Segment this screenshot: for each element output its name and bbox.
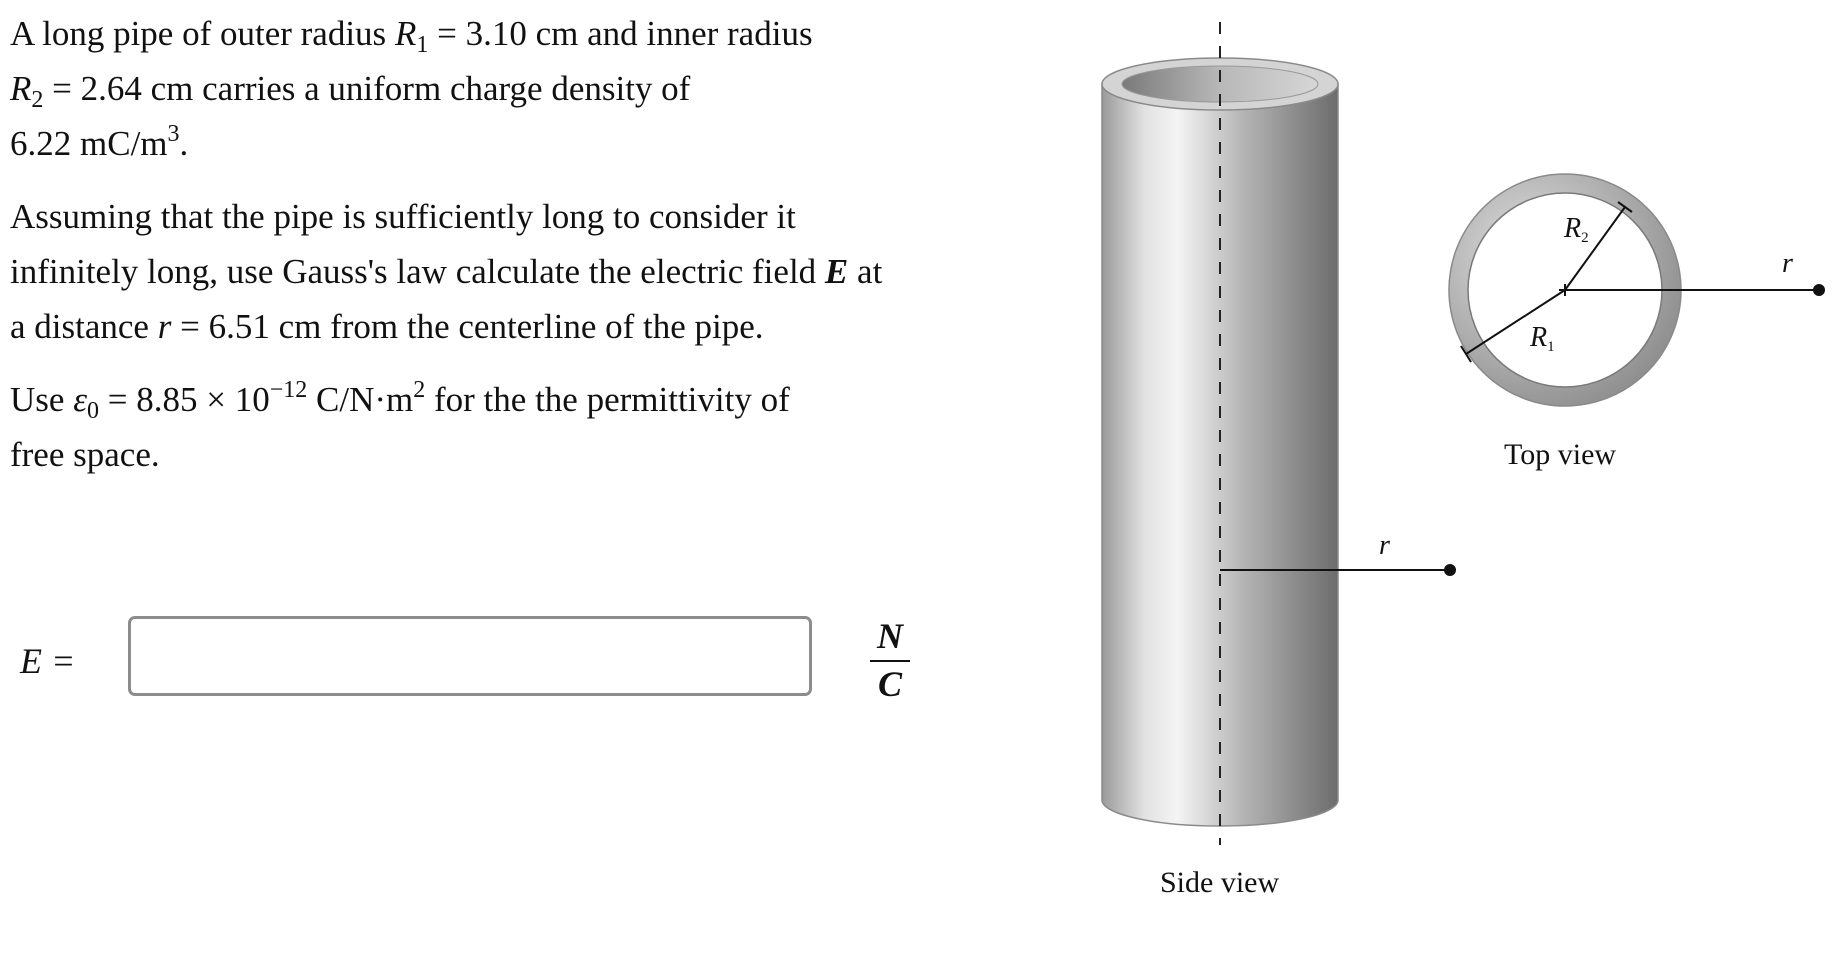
text-segment: C/N·m [307, 380, 414, 419]
text-segment: for the the permittivity of [425, 380, 790, 419]
symbol-subscript: 2 [1581, 230, 1589, 246]
symbol-letter: R [1530, 322, 1548, 353]
text-segment: Use [10, 380, 74, 419]
symbol-subscript: 2 [31, 87, 44, 113]
unit-denominator: C [877, 664, 902, 704]
symbol-subscript: 1 [416, 32, 429, 58]
top-view-r-point [1813, 284, 1825, 296]
symbol-inner-radius [10, 69, 44, 113]
text-segment: = 8.85 × 10 [98, 380, 270, 419]
unit-fraction-bar [870, 660, 910, 662]
text-segment: = 3.10 cm and inner radius [428, 14, 813, 53]
text-segment: free space. [10, 435, 160, 474]
text-segment: infinitely long, use Gauss's law calculate the electric field [10, 252, 825, 291]
answer-label: E = [20, 641, 76, 681]
text-segment: Assuming that the pipe is sufficiently long to consider it [10, 197, 796, 236]
unit-numerator: N [877, 616, 903, 656]
symbol-subscript: 1 [1547, 339, 1555, 355]
superscript: 2 [413, 377, 426, 403]
symbol-letter: ε [73, 380, 87, 419]
symbol-outer-radius [394, 14, 429, 58]
symbol-letter: R [394, 14, 417, 53]
top-view-r-label: r [1782, 248, 1793, 279]
answer-unit [870, 616, 910, 704]
text-segment: 6.22 mC/m [10, 124, 168, 163]
side-view-caption: Side view [1160, 866, 1280, 899]
answer-input[interactable] [128, 616, 812, 696]
text-segment: = 6.51 cm from the centerline of the pipe. [171, 307, 764, 346]
pipe-diagram [1080, 0, 1848, 968]
problem-paragraph-2 [10, 189, 940, 354]
side-view-r-label: r [1379, 530, 1390, 561]
text-segment: = 2.64 cm carries a uniform charge density of [43, 69, 691, 108]
text-segment: . [179, 124, 189, 163]
problem-statement [10, 6, 940, 500]
problem-paragraph-1 [10, 6, 940, 171]
top-view-r1-label [1530, 322, 1555, 356]
answer-row [18, 616, 918, 706]
symbol-letter: R [10, 69, 32, 108]
top-view-caption: Top view [1504, 438, 1617, 471]
top-view-r2-label [1564, 213, 1589, 247]
symbol-permittivity [73, 380, 99, 424]
text-segment: a distance [10, 307, 158, 346]
problem-paragraph-3 [10, 372, 940, 482]
symbol-subscript: 0 [86, 398, 99, 424]
superscript: −12 [269, 377, 308, 403]
side-view-r-point [1444, 564, 1456, 576]
pipe-figure [1080, 0, 1848, 968]
superscript: 3 [167, 121, 180, 147]
symbol-letter: R [1564, 213, 1582, 244]
text-segment: at [848, 252, 883, 291]
text-segment: A long pipe of outer radius [10, 14, 395, 53]
symbol-distance: r [157, 307, 172, 346]
symbol-electric-field: E [824, 252, 849, 291]
